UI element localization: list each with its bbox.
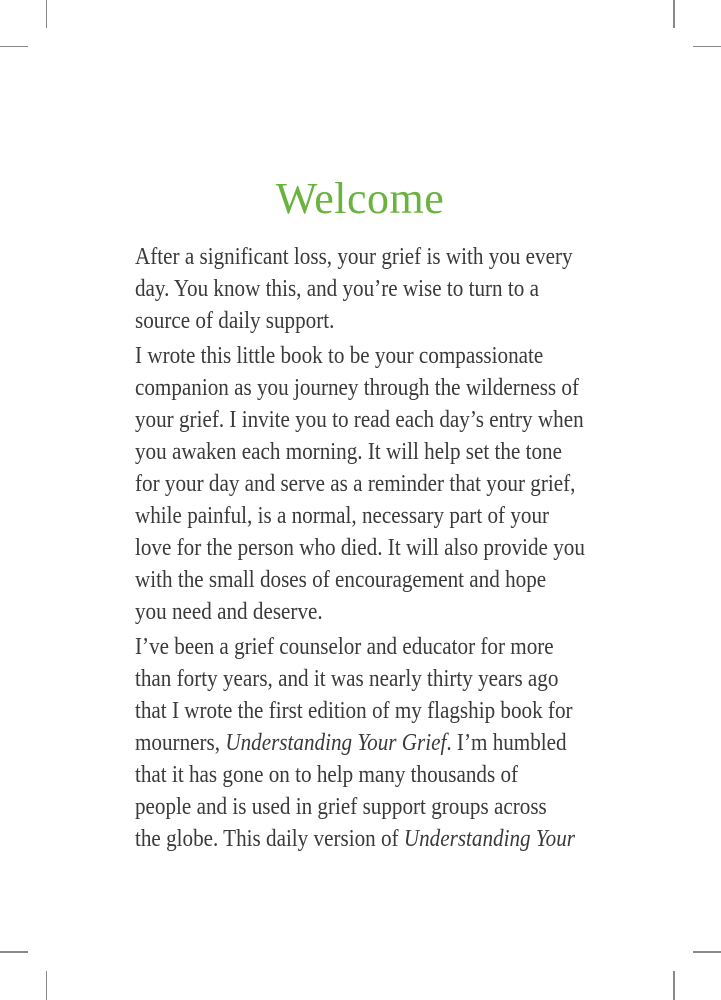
text-line (135, 564, 610, 596)
text-segment: source of daily support. (135, 308, 335, 334)
crop-mark-bottom-left-horizontal (0, 951, 28, 953)
text-segment: your grief. I invite you to read each day’s entry when (135, 407, 584, 433)
text-segment: you awaken each morning. It will help set the tone (135, 439, 562, 465)
crop-mark-bottom-right-horizontal (693, 951, 721, 953)
text-segment: I wrote this little book to be your compassionate (135, 343, 544, 369)
text-segment: people and is used in grief support groups across (135, 794, 547, 820)
crop-mark-top-left-vertical (46, 0, 48, 28)
text-segment: . I’m humbled (446, 730, 567, 756)
crop-mark-bottom-left-vertical (46, 971, 48, 1000)
text-line (135, 340, 610, 372)
text-line (135, 500, 610, 532)
body-text (135, 241, 695, 858)
text-line (135, 596, 610, 628)
crop-mark-top-right-horizontal (693, 46, 721, 48)
text-segment: you need and deserve. (135, 599, 323, 625)
text-line (135, 663, 610, 695)
text-segment: with the small doses of encouragement and hope (135, 567, 547, 593)
paragraph (135, 631, 610, 855)
text-line (135, 241, 610, 273)
text-line (135, 631, 610, 663)
text-segment: the globe. This daily version of (135, 826, 404, 852)
crop-mark-bottom-right-vertical (673, 971, 675, 1000)
text-line (135, 372, 610, 404)
chapter-heading: Welcome (275, 174, 445, 223)
text-line (135, 791, 610, 823)
book-title-italic: Understanding Your Grief (225, 730, 447, 756)
text-line (135, 436, 610, 468)
text-segment: while painful, is a normal, necessary part of your (135, 503, 550, 529)
text-line (135, 727, 610, 759)
text-segment: for your day and serve as a reminder that your grief, (135, 471, 576, 497)
text-segment: I’ve been a grief counselor and educator for more (135, 634, 554, 660)
text-line (135, 468, 610, 500)
book-title-italic: Understanding Your (403, 826, 575, 852)
text-line (135, 404, 610, 436)
text-segment: day. You know this, and you’re wise to turn to a (135, 276, 539, 302)
text-line (135, 695, 610, 727)
text-line (135, 273, 610, 305)
text-segment: than forty years, and it was nearly thirty years ago (135, 666, 559, 692)
text-segment: love for the person who died. It will also provide you (135, 535, 585, 561)
text-segment: companion as you journey through the wilderness of (135, 375, 580, 401)
text-line (135, 532, 610, 564)
crop-mark-top-left-horizontal (0, 46, 28, 48)
crop-mark-top-right-vertical (673, 0, 675, 28)
text-segment: that it has gone on to help many thousands of (135, 762, 519, 788)
text-segment: that I wrote the first edition of my flagship book for (135, 698, 573, 724)
paragraph (135, 340, 610, 628)
text-line (135, 305, 610, 337)
text-line (135, 823, 610, 855)
text-segment: mourners, (135, 730, 226, 756)
paragraph (135, 241, 610, 337)
text-segment: After a significant loss, your grief is with you every (135, 244, 573, 270)
text-line (135, 759, 610, 791)
